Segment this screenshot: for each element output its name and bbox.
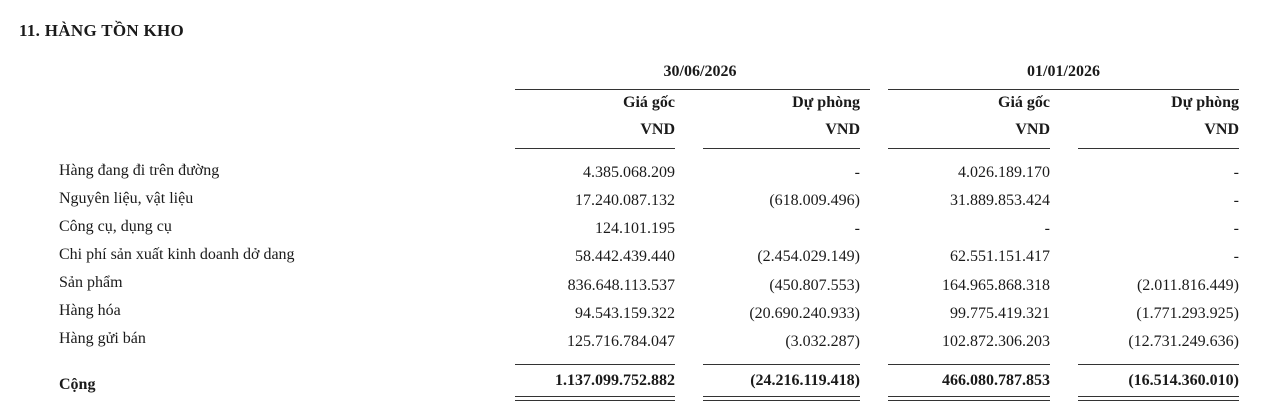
table-cell: - xyxy=(1233,192,1239,209)
table-cell: (3.032.287) xyxy=(785,333,860,350)
double-rule-3 xyxy=(888,396,1050,401)
total-cost-prior: 466.080.787.853 xyxy=(942,372,1050,389)
table-cell: (1.771.293.925) xyxy=(1136,305,1239,322)
table-cell: (2.011.816.449) xyxy=(1136,277,1239,294)
row-label-merchandise: Hàng hóa xyxy=(59,302,121,319)
table-cell: (12.731.249.636) xyxy=(1128,333,1239,350)
col-header-cost-current: Giá gốc xyxy=(623,94,675,111)
period-header-prior: 01/01/2026 xyxy=(1027,63,1100,80)
double-rule-1 xyxy=(515,396,675,401)
table-cell: 4.385.068.209 xyxy=(583,164,675,181)
table-cell: 164.965.868.318 xyxy=(942,277,1050,294)
table-cell: 125.716.784.047 xyxy=(567,333,675,350)
row-label-goods-in-transit: Hàng đang đi trên đường xyxy=(59,162,220,179)
table-cell: - xyxy=(1233,248,1239,265)
header-rule-2 xyxy=(703,148,860,149)
table-cell: - xyxy=(1233,164,1239,181)
table-cell: 836.648.113.537 xyxy=(567,277,675,294)
row-label-products: Sản phẩm xyxy=(59,274,123,291)
table-cell: 124.101.195 xyxy=(595,220,675,237)
table-cell: - xyxy=(854,164,860,181)
total-rule-4 xyxy=(1078,364,1239,365)
total-cost-current: 1.137.099.752.882 xyxy=(555,372,675,389)
header-rule-1 xyxy=(515,148,675,149)
table-cell: 58.442.439.440 xyxy=(575,248,675,265)
period-rule-prior xyxy=(888,89,1239,90)
col-unit-cost-prior: VND xyxy=(1015,121,1050,138)
total-provision-current: (24.216.119.418) xyxy=(750,372,860,389)
col-unit-provision-current: VND xyxy=(825,121,860,138)
period-rule-current xyxy=(515,89,870,90)
row-label-work-in-progress: Chi phí sản xuất kinh doanh dở dang xyxy=(59,246,295,263)
col-header-cost-prior: Giá gốc xyxy=(998,94,1050,111)
table-cell: 99.775.419.321 xyxy=(950,305,1050,322)
table-cell: (2.454.029.149) xyxy=(757,248,860,265)
header-rule-3 xyxy=(888,148,1050,149)
total-provision-prior: (16.514.360.010) xyxy=(1128,372,1239,389)
double-rule-2 xyxy=(703,396,860,401)
col-unit-provision-prior: VND xyxy=(1204,121,1239,138)
double-rule-4 xyxy=(1078,396,1239,401)
table-cell: 4.026.189.170 xyxy=(958,164,1050,181)
total-rule-3 xyxy=(888,364,1050,365)
header-rule-4 xyxy=(1078,148,1239,149)
col-header-provision-current: Dự phòng xyxy=(792,94,860,111)
table-cell: - xyxy=(854,220,860,237)
table-cell: 31.889.853.424 xyxy=(950,192,1050,209)
table-cell: 102.872.306.203 xyxy=(942,333,1050,350)
period-header-current: 30/06/2026 xyxy=(663,63,737,80)
col-unit-cost-current: VND xyxy=(640,121,675,138)
table-cell: (20.690.240.933) xyxy=(749,305,860,322)
total-rule-2 xyxy=(703,364,860,365)
row-label-goods-on-consignment: Hàng gửi bán xyxy=(59,330,146,347)
table-cell: - xyxy=(1044,220,1050,237)
total-label: Cộng xyxy=(59,376,96,393)
row-label-raw-materials: Nguyên liệu, vật liệu xyxy=(59,190,194,207)
col-header-provision-prior: Dự phòng xyxy=(1171,94,1239,111)
table-cell: - xyxy=(1233,220,1239,237)
total-rule-1 xyxy=(515,364,675,365)
table-cell: (450.807.553) xyxy=(769,277,860,294)
table-cell: (618.009.496) xyxy=(769,192,860,209)
row-label-tools: Công cụ, dụng cụ xyxy=(59,218,172,235)
table-cell: 94.543.159.322 xyxy=(575,305,675,322)
section-title: 11. HÀNG TỒN KHO xyxy=(19,21,185,40)
table-cell: 17.240.087.132 xyxy=(575,192,675,209)
table-cell: 62.551.151.417 xyxy=(950,248,1050,265)
